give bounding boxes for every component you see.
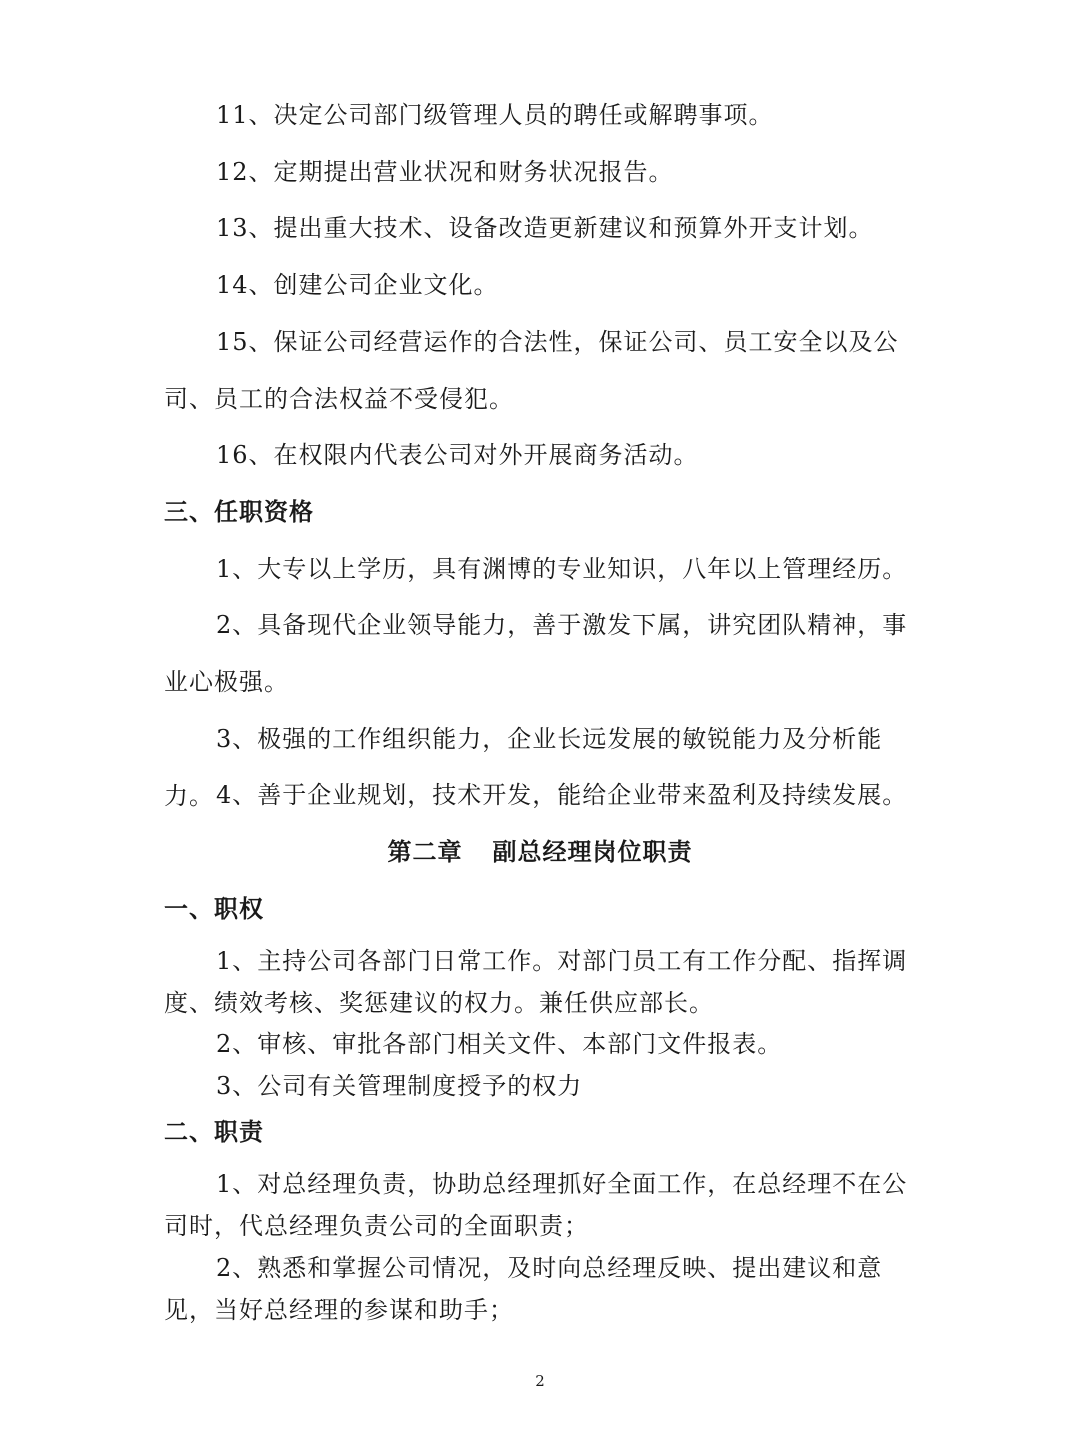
list-item: 11、决定公司部门级管理人员的聘任或解聘事项。	[216, 101, 774, 129]
section-heading: 二、职责	[164, 1117, 264, 1146]
chapter-name: 副总经理岗位职责	[492, 837, 693, 866]
chapter-label: 第二章	[387, 837, 463, 866]
list-item: 1、主持公司各部门日常工作。对部门员工有工作分配、指挥调度、绩效考核、奖惩建议的权力。兼任供应部长。	[164, 947, 908, 1017]
list-item: 12、定期提出营业状况和财务状况报告。	[216, 158, 674, 186]
list-item: 2、具备现代企业领导能力，善于激发下属，讲究团队精神，事业心极强。	[164, 611, 908, 696]
list-item: 1、对总经理负责，协助总经理抓好全面工作，在总经理不在公司时，代总经理负责公司的全面职责；	[164, 1170, 908, 1240]
list-item: 13、提出重大技术、设备改造更新建议和预算外开支计划。	[216, 214, 874, 242]
list-item: 14、创建公司企业文化。	[216, 271, 499, 299]
section-heading: 三、任职资格	[164, 497, 314, 526]
list-item: 3、极强的工作组织能力，企业长远发展的敏锐能力及分析能力。	[164, 725, 883, 810]
list-item: 16、在权限内代表公司对外开展商务活动。	[216, 441, 699, 469]
list-item: 2、熟悉和掌握公司情况，及时向总经理反映、提出建议和意见，当好总经理的参谋和助手；	[164, 1254, 883, 1324]
list-item: 15、保证公司经营运作的合法性，保证公司、员工安全以及公司、员工的合法权益不受侵犯。	[164, 328, 899, 413]
list-item: 4、善于企业规划，技术开发，能给企业带来盈利及持续发展。	[216, 781, 908, 809]
list-item: 1、大专以上学历，具有渊博的专业知识，八年以上管理经历。	[216, 555, 908, 583]
chapter-title	[0, 824, 1080, 881]
section-heading: 一、职权	[164, 894, 264, 923]
list-item: 2、审核、审批各部门相关文件、本部门文件报表。	[216, 1030, 783, 1058]
page-number: 2	[535, 1372, 545, 1390]
list-item: 3、公司有关管理制度授予的权力	[216, 1072, 583, 1100]
